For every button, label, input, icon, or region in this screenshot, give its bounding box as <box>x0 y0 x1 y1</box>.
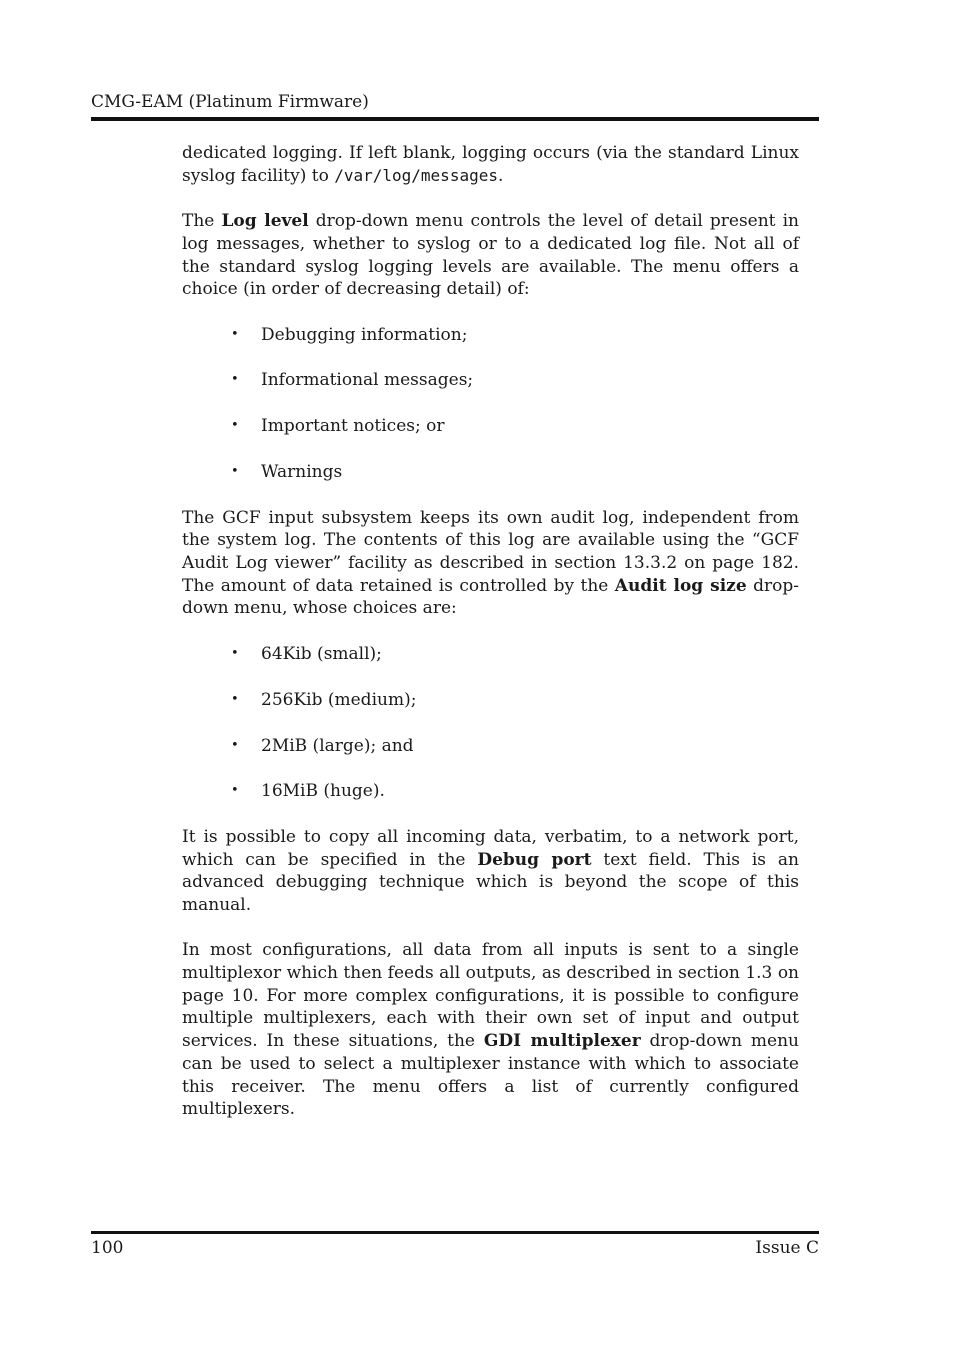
footer-rule <box>91 1231 819 1234</box>
bullet: • <box>231 783 239 799</box>
running-header: CMG-EAM (Platinum Firmware) <box>91 92 369 112</box>
header-rule <box>91 117 819 121</box>
list-item-text: 64Kib (small); <box>261 643 382 664</box>
paragraph-log-level <box>182 210 799 301</box>
debug-port-term: Debug port <box>477 849 592 870</box>
paragraph-text: drop-down menu can be used to select a multiplexer instance with which to associate this receiver. The menu offers a list of currently configured multiplexers. <box>182 1031 800 1120</box>
list-item-text: Important notices; or <box>261 416 445 437</box>
paragraph-text: drop-down menu, whose choices are: <box>182 575 799 619</box>
list-item <box>182 689 799 712</box>
paragraph-text: text field. This is an advanced debugging technique which is beyond the scope of this manual. <box>182 849 799 915</box>
list-item-text: Informational messages; <box>261 370 474 391</box>
paragraph-text: drop-down menu controls the level of detail present in log messages, whether to syslog or to a dedicated log file. Not all of the standard syslog logging levels are available. The menu offers a choice (in order of decreasing detail) of: <box>182 211 799 300</box>
list-item-text: Warnings <box>261 462 343 483</box>
gdi-multiplexer-term: GDI multiplexer <box>483 1031 641 1052</box>
list-item <box>182 780 799 803</box>
bullet: • <box>231 464 239 480</box>
list-item-text: Debugging information; <box>261 324 468 345</box>
paragraph-text: The <box>182 211 222 232</box>
page-number: 100 <box>91 1238 124 1258</box>
page-body <box>182 142 799 1121</box>
list-item-text: 2MiB (large); and <box>261 735 414 756</box>
paragraph-text: In most configurations, all data from all inputs is sent to a single multiplexor which then feeds all outputs, as described in section 1.3 on page 10. For more complex configurations, it is possible to configure multiple multiplexers, each with their own set of input and output services. In these situations, the <box>182 940 799 1052</box>
bullet: • <box>231 737 239 753</box>
list-item <box>182 369 799 392</box>
log-path-code: /var/log/messages <box>334 165 498 185</box>
bullet: • <box>231 326 239 342</box>
list-item <box>182 461 799 484</box>
audit-size-list <box>182 643 799 803</box>
list-item <box>182 735 799 758</box>
list-item <box>182 643 799 666</box>
list-item-text: 256Kib (medium); <box>261 689 417 710</box>
paragraph-debug-port <box>182 826 799 917</box>
paragraph-audit-log <box>182 507 799 621</box>
log-level-term: Log level <box>221 211 309 232</box>
paragraph-log-location <box>182 142 799 187</box>
bullet: • <box>231 645 239 661</box>
paragraph-text: dedicated logging. If left blank, logging occurs (via the standard Linux syslog facility) to <box>182 143 799 186</box>
bullet: • <box>231 418 239 434</box>
bullet: • <box>231 372 239 388</box>
paragraph-multiplexer <box>182 939 799 1121</box>
paragraph-text: It is possible to copy all incoming data, verbatim, to a network port, which can be specified in the <box>182 826 799 870</box>
list-item-text: 16MiB (huge). <box>261 781 385 802</box>
paragraph-end: . <box>497 165 504 186</box>
bullet: • <box>231 691 239 707</box>
issue-label: Issue C <box>755 1238 819 1258</box>
audit-log-size-term: Audit log size <box>614 575 747 596</box>
list-item <box>182 324 799 347</box>
list-item <box>182 415 799 438</box>
log-level-list <box>182 324 799 484</box>
paragraph-text: The GCF input subsystem keeps its own audit log, independent from the system log. The contents of this log are available using the “GCF Audit Log viewer” facility as described in section 13.3.2 on page 182. The amount of data retained is controlled by the <box>182 507 799 596</box>
